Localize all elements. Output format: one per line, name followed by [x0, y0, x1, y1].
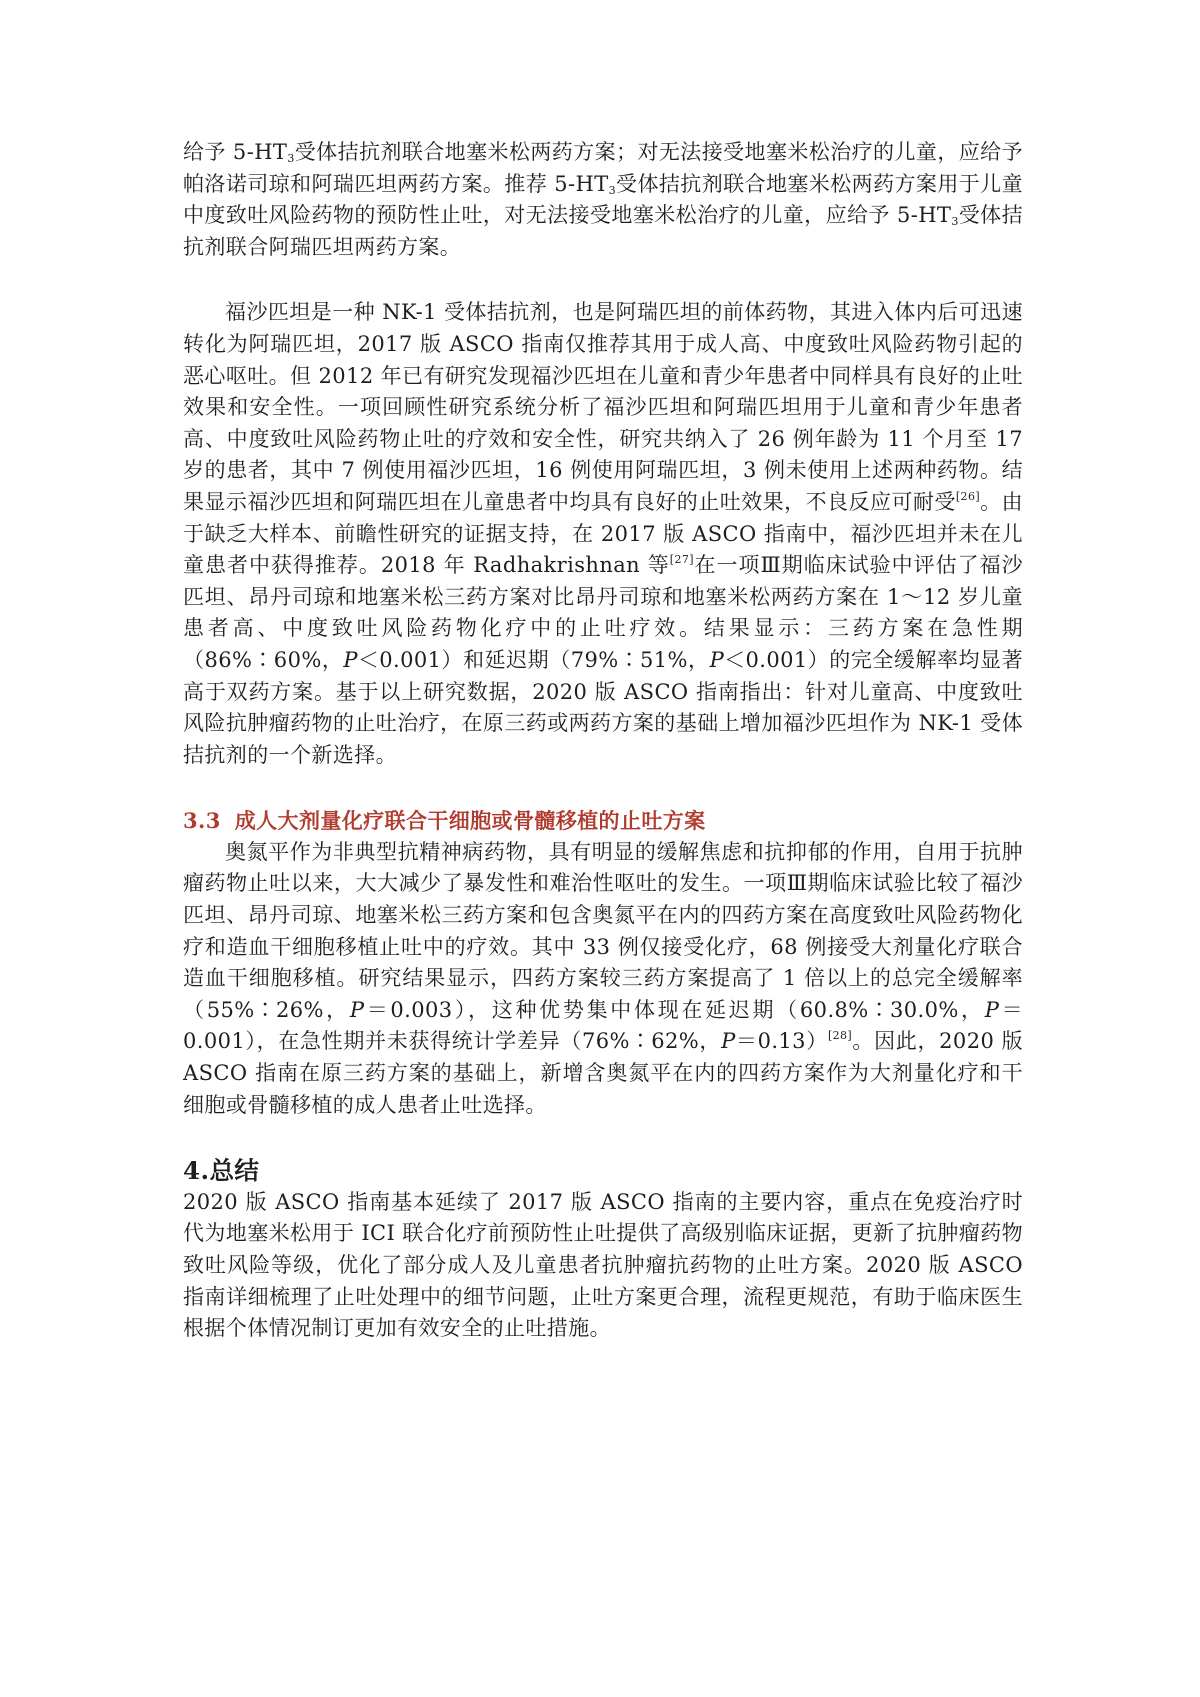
text-run: 受体拮抗剂联合地塞米松两药方案用于儿童中度致吐风险药物的预防性止吐，对无法接受地塞米松治疗的儿童，应给予 5-HT — [183, 171, 1023, 228]
p-value-symbol: P — [721, 1029, 736, 1054]
subscript: 3 — [951, 215, 959, 229]
paragraph-olanzapine — [183, 837, 1023, 1121]
subscript: 3 — [287, 152, 295, 165]
citation-ref: [26] — [955, 489, 981, 503]
text-run: ＝0.13） — [735, 1029, 828, 1054]
text-run: ＜0.001）和延迟期（79%∶51%， — [357, 647, 710, 672]
section-title: 成人大剂量化疗联合干细胞或骨髓移植的止吐方案 — [234, 808, 706, 834]
text-run: 奥氮平作为非典型抗精神病药物，具有明显的缓解焦虑和抗抑郁的作用，自用于抗肿瘤药物止吐以来，大大减少了暴发性和难治性呕吐的发生。一项Ⅲ期临床试验比较了福沙匹坦、昂丹司琼、地塞米松三药方案和包含奥氮平在内的四药方案在高度致吐风险药物化疗和造血干细胞移植止吐中的疗效。其中 33 例仅接受化疗，68 例接受大剂量化疗联合造血干细胞移植。研究结果显示，四药方案较三药方案提高了 1 倍以上的总完全缓解率（55%∶26%， — [183, 839, 1023, 1022]
document-page — [183, 137, 1023, 1345]
section-number: 3.3 — [183, 808, 221, 834]
p-value-symbol: P — [349, 997, 365, 1022]
subscript: 3 — [608, 183, 617, 197]
citation-ref: [27] — [669, 553, 694, 567]
text-run: 受体拮抗剂联合阿瑞匹坦两药方案。 — [183, 203, 1023, 259]
text-run: ＝0.003），这种优势集中体现在延迟期（60.8%∶30.0%， — [364, 997, 985, 1022]
paragraph-gap — [183, 771, 1023, 805]
section-heading-summary — [183, 1155, 1023, 1187]
text-run: ＝0.001），在急性期并未获得统计学差异（76%∶62%， — [183, 997, 1024, 1054]
text-run: 在一项Ⅲ期临床试验中评估了福沙匹坦、昂丹司琼和地塞米松三药方案对比昂丹司琼和地塞米松两药方案在 1～12 岁儿童患者高、中度致吐风险药物化疗中的止吐疗效。结果显示：三药方案在急性期（86%∶60%， — [183, 553, 1023, 672]
text-run: ＜0.001）的完全缓解率均显著高于双药方案。基于以上研究数据，2020 版 ASCO 指南指出：针对儿童高、中度致吐风险抗肿瘤药物的止吐治疗，在原三药或两药方案的基础上增加福沙匹坦作为 NK-1 受体拮抗剂的一个新选择。 — [183, 647, 1023, 767]
paragraph-gap — [183, 1121, 1023, 1155]
p-value-symbol: P — [984, 997, 1000, 1022]
p-value-symbol: P — [709, 647, 725, 672]
text-run: 。由于缺乏大样本、前瞻性研究的证据支持，在 2017 版 ASCO 指南中，福沙匹坦并未在儿童患者中获得推荐。2018 年 Radhakrishnan 等 — [183, 489, 1023, 578]
text-run: 福沙匹坦是一种 NK-1 受体拮抗剂，也是阿瑞匹坦的前体药物，其进入体内后可迅速转化为阿瑞匹坦，2017 版 ASCO 指南仅推荐其用于成人高、中度致吐风险药物引起的恶心呕吐。但 2012 年已有研究发现福沙匹坦在儿童和青少年患者中同样具有良好的止吐效果和安全性。一项回顾性研究系统分析了福沙匹坦和阿瑞匹坦用于儿童和青少年患者高、中度致吐风险药物止吐的疗效和安全性，研究共纳入了 26 例年龄为 11 个月至 17 岁的患者，其中 7 例使用福沙匹坦，16 例使用阿瑞匹坦，3 例未使用上述两种药物。结果显示福沙匹坦和阿瑞匹坦在儿童患者中均具有良好的止吐效果，不良反应可耐受 — [183, 300, 1023, 514]
paragraph-pediatric-regimen — [183, 137, 1023, 263]
text-run: 给予 5-HT — [183, 140, 288, 164]
paragraph-gap — [183, 263, 1023, 297]
text-run: 。因此，2020 版 ASCO 指南在原三药方案的基础上，新增含奥氮平在内的四药方案作为大剂量化疗和干细胞或骨髓移植的成人患者止吐选择。 — [183, 1029, 1023, 1117]
citation-ref: [28] — [827, 1029, 853, 1043]
text-run: 受体拮抗剂联合地塞米松两药方案；对无法接受地塞米松治疗的儿童，应给予帕洛诺司琼和阿瑞匹坦两药方案。推荐 5-HT — [183, 140, 1023, 196]
section-heading-3-3 — [183, 805, 1023, 837]
paragraph-fosaprepitant — [183, 297, 1023, 771]
section-title: 4.总结 — [183, 1156, 260, 1186]
paragraph-summary: 2020 版 ASCO 指南基本延续了 2017 版 ASCO 指南的主要内容，重点在免疫治疗时代为地塞米松用于 ICI 联合化疗前预防性止吐提供了高级别临床证据，更新了抗肿瘤药物致吐风险等级，优化了部分成人及儿童患者抗肿瘤抗药物的止吐方案。2020 版 ASCO 指南详细梳理了止吐处理中的细节问题，止吐方案更合理，流程更规范，有助于临床医生根据个体情况制订更加有效安全的止吐措施。 — [183, 1189, 1023, 1341]
p-value-symbol: P — [343, 647, 358, 672]
